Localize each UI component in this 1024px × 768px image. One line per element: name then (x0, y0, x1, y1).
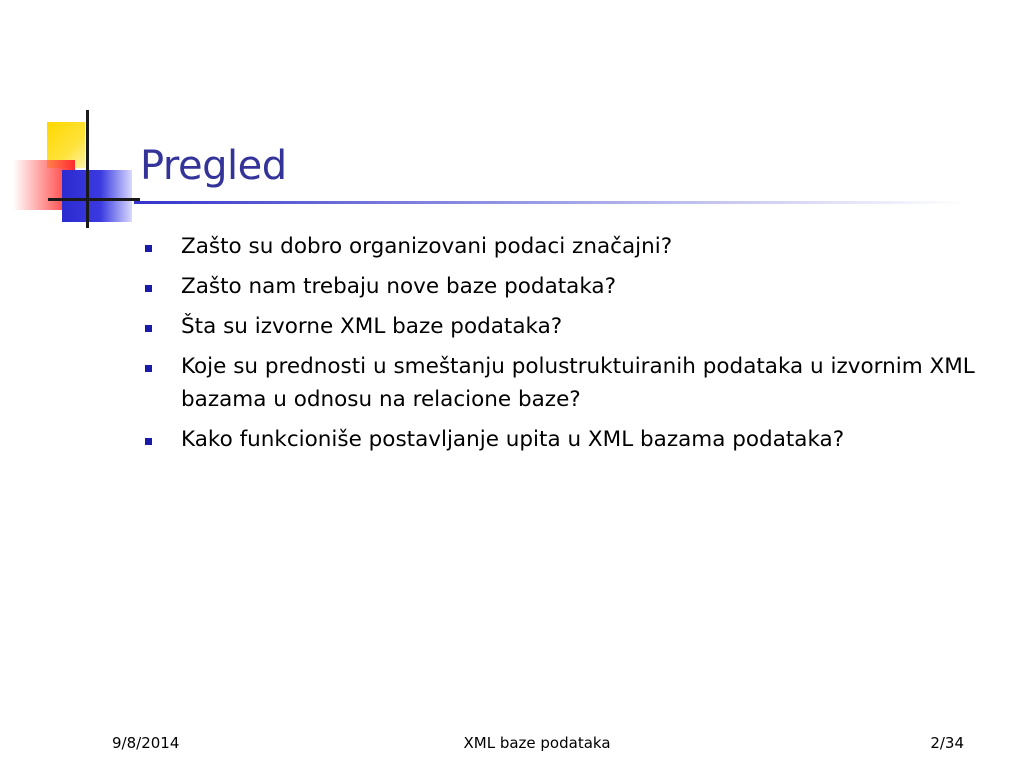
slide-title: Pregled (140, 143, 287, 189)
bullet-item (140, 230, 980, 263)
footer-page-number: 2/34 (930, 734, 964, 752)
footer-date: 9/8/2014 (112, 734, 180, 752)
vertical-line-decoration (86, 110, 89, 228)
bullet-text: Kako funkcioniše postavljanje upita u XML bazama podataka? (181, 427, 845, 452)
bullet-item (140, 423, 980, 456)
horizontal-line-decoration (48, 198, 140, 201)
bullet-square-icon (145, 325, 152, 332)
bullet-square-icon (145, 438, 152, 445)
decorative-logo (0, 0, 140, 240)
bullet-text: Zašto nam trebaju nove baze podataka? (181, 274, 617, 299)
bullet-item (140, 310, 980, 343)
blue-square-decoration (62, 170, 132, 222)
bullet-text: Koje su prednosti u smeštanju polustruktuiranih podataka u izvornim XML bazama u odnosu na relacione baze? (181, 354, 975, 412)
bullet-item (140, 350, 980, 416)
bullet-list (140, 230, 980, 463)
bullet-square-icon (145, 285, 152, 292)
footer-title: XML baze podataka (463, 734, 611, 752)
bullet-item (140, 270, 980, 303)
title-underline (134, 201, 964, 204)
bullet-text: Zašto su dobro organizovani podaci značajni? (181, 234, 673, 259)
bullet-square-icon (145, 245, 152, 252)
bullet-text: Šta su izvorne XML baze podataka? (181, 314, 563, 339)
bullet-square-icon (145, 365, 152, 372)
